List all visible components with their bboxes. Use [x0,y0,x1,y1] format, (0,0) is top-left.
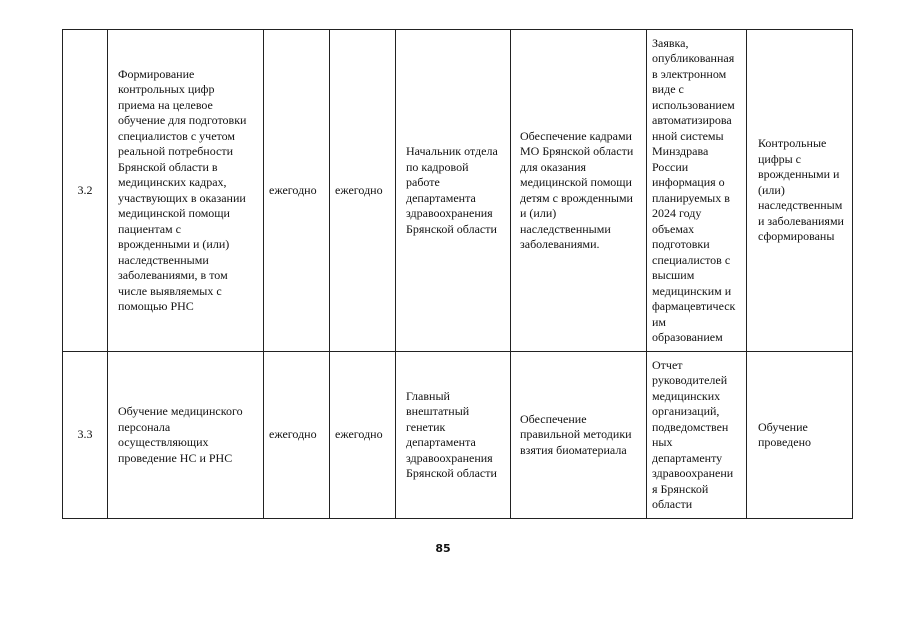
row-number: 3.3 [63,352,108,519]
expected-outcome-cell: Обеспечение правильной методики взятия биоматериала [511,352,647,519]
responsible-cell: Главный внештатный генетик департамента здравоохранения Брянской области [396,352,511,519]
responsible-cell: Начальник отдела по кадровой работе департамента здравоохранения Брянской области [396,30,511,352]
table-row [63,30,853,352]
measures-table [62,29,853,519]
row-number: 3.2 [63,30,108,352]
table-row [63,352,853,519]
result-cell: Обучение проведено [747,352,853,519]
end-period-cell: ежегодно [330,30,396,352]
end-period-cell: ежегодно [330,352,396,519]
start-period-cell: ежегодно [264,30,330,352]
source-document-cell: Отчет руководителей медицинских организаций, подведомствен ных департаменту здравоохранени я Брянской области [647,352,747,519]
result-cell: Контрольные цифры с врожденными и (или) наследственным и заболеваниями сформированы [747,30,853,352]
task-cell: Обучение медицинского персонала осуществляющих проведение НС и РНС [108,352,264,519]
source-document-cell: Заявка, опубликованная в электронном виде с использованием автоматизирова нной системы Минздрава России информация о планируемых в 2024 году объемах подготовки специалистов с высшим медицинским и фармацевтическ им образованием [647,30,747,352]
expected-outcome-cell: Обеспечение кадрами МО Брянской области для оказания медицинской помощи детям с врожденными и (или) наследственными заболеваниями. [511,30,647,352]
start-period-cell: ежегодно [264,352,330,519]
page-number: 85 [435,542,451,555]
task-cell: Формирование контрольных цифр приема на целевое обучение для подготовки специалистов с учетом реальной потребности Брянской области в медицинских кадрах, участвующих в оказании медицинской помощи пациентам с врожденными и (или) наследственными заболеваниями, в том числе выявляемых с помощью РНС [108,30,264,352]
